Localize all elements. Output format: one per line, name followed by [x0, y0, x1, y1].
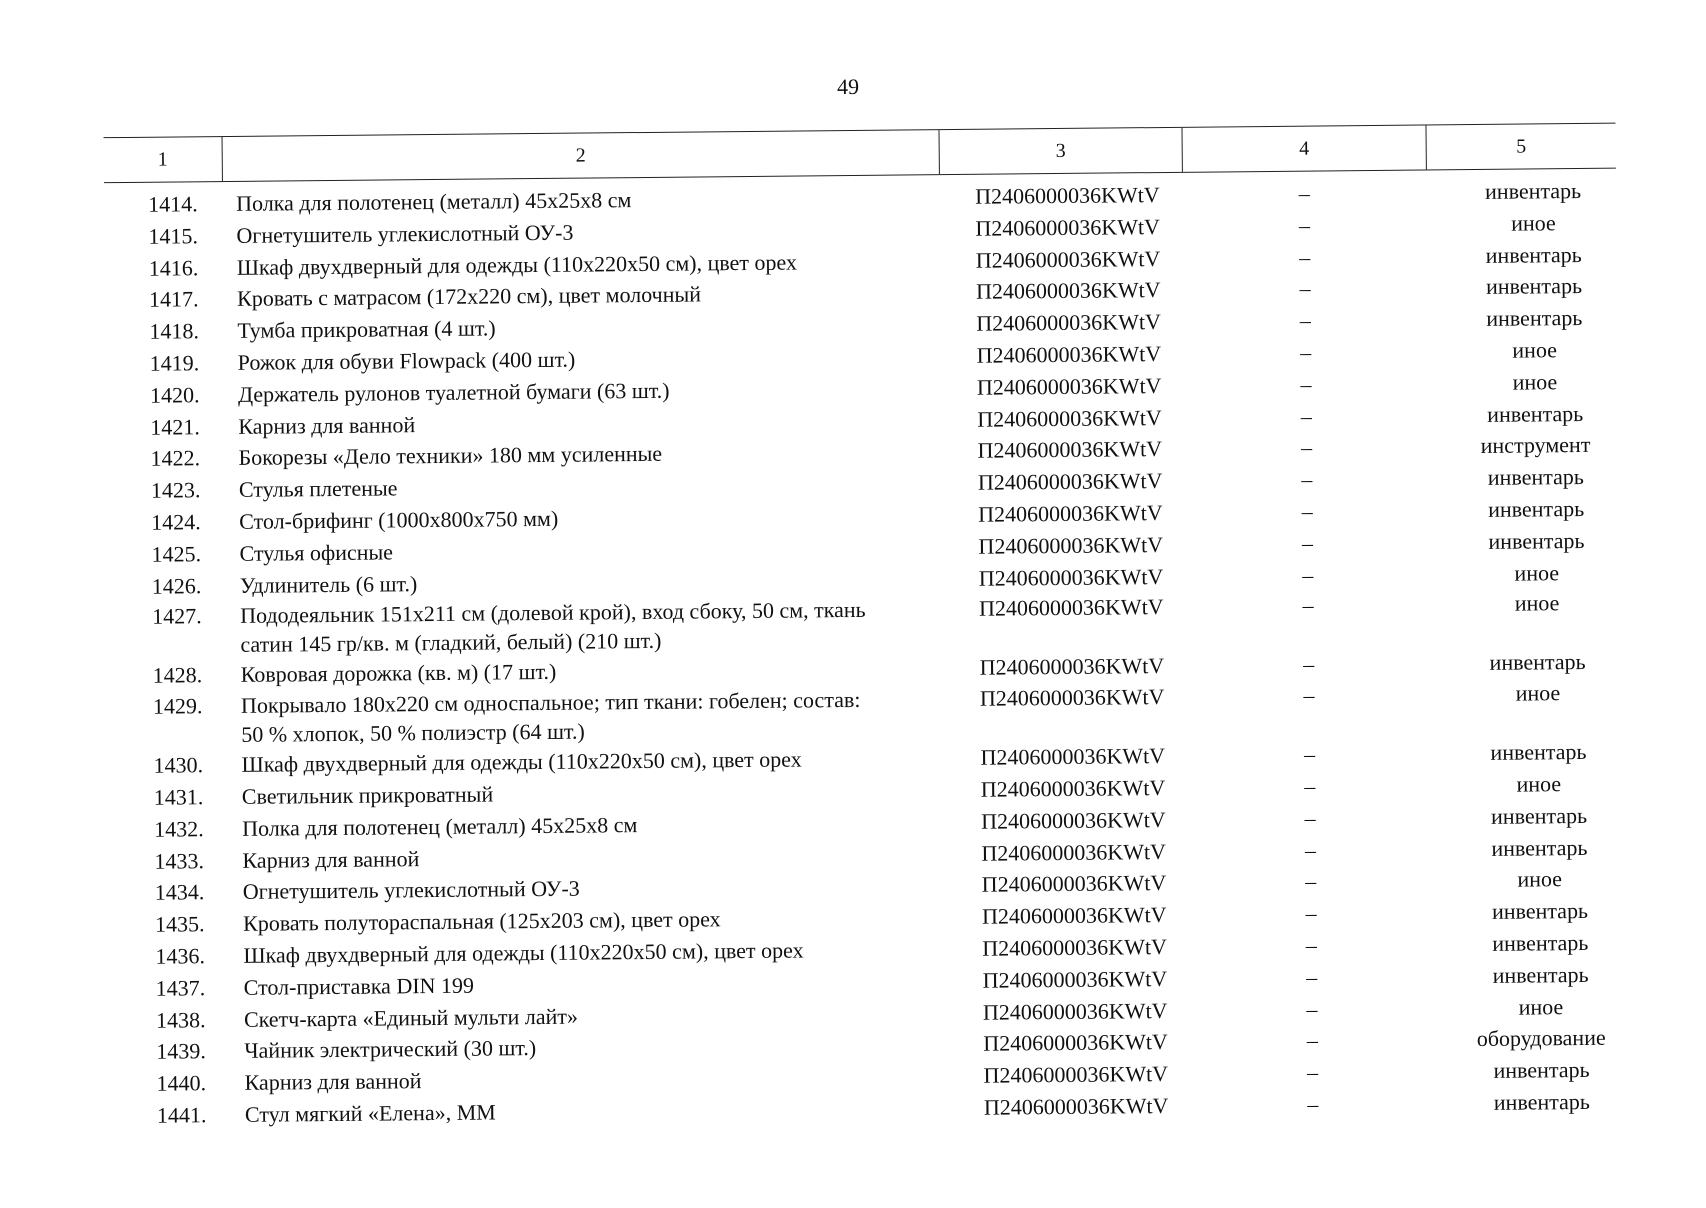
item-code: П2406000036KWtV [980, 743, 1166, 770]
row-number: 1418. [149, 318, 200, 344]
item-name: Полка для полотенец (металл) 45х25х8 см [236, 187, 632, 216]
item-category: инвентарь [1490, 802, 1588, 829]
item-category: инвентарь [1493, 1057, 1590, 1083]
item-name: Карниз для ванной [242, 845, 420, 873]
item-code: П2406000036KWtV [977, 436, 1163, 464]
column-4-value: – [1300, 434, 1313, 461]
row-number: 1437. [155, 974, 206, 1001]
item-category: инвентарь [1487, 400, 1584, 427]
item-code: П2406000036KWtV [979, 684, 1165, 711]
item-code: П2406000036KWtV [981, 838, 1167, 866]
column-4-value: – [1299, 244, 1311, 270]
item-name: Кровать с матрасом (172х220 см), цвет молочный [236, 281, 702, 312]
item-name: Стол-брифинг (1000х800х750 мм) [239, 505, 559, 534]
item-code: П2406000036KWtV [978, 499, 1163, 527]
item-name: Покрывало 180х220 см односпальное; тип ткани: гобелен; состав: 50 % хлопок, 50 % полиэстр (64 шт.) [240, 687, 861, 748]
item-category: инвентарь [1492, 961, 1589, 988]
row-number: 1422. [150, 445, 201, 472]
item-name: Стулья плетеные [238, 475, 398, 503]
column-4-value: – [1305, 932, 1317, 958]
item-code: П2406000036KWtV [975, 245, 1161, 273]
row-number: 1434. [154, 879, 205, 906]
item-code: П2406000036KWtV [977, 468, 1163, 495]
item-code: П2406000036KWtV [981, 870, 1167, 898]
row-number: 1416. [148, 254, 199, 281]
item-name: Кровать полутораспальная (125х203 см), цвет орех [242, 906, 721, 937]
item-name: Пододеяльник 151х211 см (долевой крой), вход сбоку, 50 см, ткань сатин 145 гр/кв. м (гладкий, белый) (210 шт.) [240, 597, 866, 658]
item-name: Шкаф двухдверный для одежды (110х220х50 см), цвет орех [243, 937, 804, 968]
item-code: П2406000036KWtV [983, 1029, 1168, 1057]
item-category: иное [1514, 559, 1560, 586]
row-number: 1431. [153, 784, 204, 810]
item-code: П2406000036KWtV [982, 933, 1168, 961]
column-4-value: – [1306, 996, 1318, 1022]
header-col-5: 5 [1425, 124, 1615, 170]
row-number: 1420. [149, 382, 200, 408]
item-name: Полка для полотенец (металл) 45х25х8 см [242, 811, 638, 841]
column-4-value: – [1300, 371, 1312, 397]
column-4-value: – [1299, 307, 1311, 333]
item-name: Стул мягкий «Елена», ММ [244, 1099, 496, 1127]
item-name: Держатель рулонов туалетной бумаги (63 шт.) [237, 377, 670, 407]
item-category: иное [1517, 866, 1563, 892]
item-code: П2406000036KWtV [976, 372, 1162, 400]
page-number: 49 [836, 73, 860, 100]
column-4-value: – [1298, 212, 1311, 238]
item-code: П2406000036KWtV [977, 404, 1162, 432]
column-4-value: – [1298, 180, 1310, 206]
table-header [104, 123, 1616, 184]
column-4-value: – [1305, 900, 1317, 926]
column-4-value: – [1299, 275, 1311, 302]
item-name: Рожок для обуви Flowpack (400 шт.) [237, 346, 576, 375]
row-number: 1429. [152, 693, 203, 719]
item-code: П2406000036KWtV [980, 774, 1166, 802]
item-code: П2406000036KWtV [976, 309, 1162, 336]
item-code: П2406000036KWtV [976, 341, 1162, 368]
item-category: иное [1512, 337, 1558, 363]
item-code: П2406000036KWtV [979, 653, 1165, 681]
row-number: 1438. [155, 1006, 206, 1033]
row-number: 1415. [148, 223, 199, 249]
item-name: Карниз для ванной [244, 1068, 422, 1095]
item-name: Стулья офисные [239, 539, 394, 566]
item-code: П2406000036KWtV [983, 1061, 1169, 1088]
column-4-value: – [1301, 466, 1313, 492]
column-4-value: – [1302, 592, 1314, 619]
row-number: 1427. [152, 603, 202, 630]
item-category: инвентарь [1488, 527, 1585, 554]
item-name: Удлинитель (6 шт.) [239, 570, 418, 598]
table-body [104, 175, 1625, 1132]
item-category: инвентарь [1491, 898, 1589, 925]
item-category: инвентарь [1486, 305, 1583, 332]
item-code: П2406000036KWtV [981, 806, 1166, 834]
item-code: П2406000036KWtV [975, 277, 1161, 305]
item-category: инвентарь [1484, 177, 1582, 204]
header-col-4: 4 [1181, 125, 1425, 171]
row-number: 1433. [154, 847, 205, 874]
item-category: иное [1514, 590, 1560, 617]
item-name: Скетч-карта «Единый мульти лайт» [243, 1003, 579, 1032]
item-code: П2406000036KWtV [982, 965, 1168, 993]
row-number: 1440. [156, 1070, 207, 1096]
row-number: 1426. [151, 572, 202, 599]
item-category: инвентарь [1488, 495, 1585, 522]
item-code: П2406000036KWtV [978, 563, 1164, 591]
item-name: Карниз для ванной [238, 411, 416, 439]
item-category: оборудование [1476, 1025, 1606, 1052]
column-4-value: – [1301, 498, 1313, 524]
row-number: 1441. [156, 1102, 207, 1128]
column-4-value: – [1303, 651, 1315, 678]
column-4-value: – [1302, 562, 1314, 588]
item-code: П2406000036KWtV [981, 902, 1167, 929]
item-category: инструмент [1480, 432, 1591, 459]
row-number: 1430. [153, 752, 204, 778]
row-number: 1436. [155, 943, 206, 969]
column-4-value: – [1305, 868, 1317, 895]
column-4-value: – [1304, 837, 1317, 863]
item-name: Светильник прикроватный [241, 781, 494, 809]
item-code: П2406000036KWtV [975, 213, 1161, 241]
column-4-value: – [1306, 1027, 1318, 1053]
item-category: иное [1510, 210, 1556, 236]
row-number: 1428. [152, 662, 203, 689]
item-category: инвентарь [1491, 834, 1588, 861]
header-col-1: 1 [157, 148, 168, 171]
row-number: 1432. [154, 815, 204, 842]
item-name: Огнетушитель углекислотный ОУ-3 [242, 875, 580, 905]
item-name: Бокорезы «Дело техники» 180 мм усиленные [238, 441, 663, 471]
row-number: 1423. [150, 477, 201, 503]
item-category: иное [1512, 369, 1558, 395]
item-category: инвентарь [1492, 929, 1589, 956]
column-4-value: – [1304, 773, 1316, 799]
item-code: П2406000036KWtV [975, 182, 1160, 209]
item-name: Огнетушитель углекислотный ОУ-3 [236, 219, 574, 248]
row-number: 1417. [148, 286, 199, 313]
item-category: иное [1516, 771, 1562, 797]
column-4-value: – [1300, 339, 1312, 365]
row-number: 1419. [149, 350, 200, 376]
item-code: П2406000036KWtV [978, 531, 1164, 559]
item-code: П2406000036KWtV [978, 594, 1164, 622]
item-name: Тумба прикроватная (4 шт.) [237, 315, 496, 344]
column-4-value: – [1304, 805, 1316, 831]
item-category: инвентарь [1487, 464, 1584, 491]
column-4-value: – [1306, 964, 1318, 990]
column-4-value: – [1303, 682, 1315, 708]
item-code: П2406000036KWtV [983, 1092, 1169, 1120]
row-number: 1435. [154, 911, 205, 937]
row-number: 1425. [151, 541, 202, 567]
row-number: 1439. [156, 1038, 206, 1065]
item-category: инвентарь [1493, 1088, 1590, 1115]
item-name: Шкаф двухдверный для одежды (110х220х50 см), цвет орех [236, 249, 798, 280]
header-col-3: 3 [938, 128, 1181, 174]
item-code: П2406000036KWtV [982, 997, 1168, 1025]
item-name: Чайник электрический (30 шт.) [244, 1035, 537, 1064]
item-category: иное [1515, 680, 1561, 706]
item-category: инвентарь [1490, 739, 1587, 766]
row-number: 1424. [151, 509, 201, 535]
column-4-value: – [1307, 1091, 1319, 1117]
column-4-value: – [1301, 530, 1314, 556]
item-category: инвентарь [1485, 241, 1582, 268]
item-category: инвентарь [1485, 273, 1583, 300]
column-4-value: – [1306, 1059, 1319, 1085]
header-col-2: 2 [222, 130, 939, 181]
item-category: иное [1518, 993, 1564, 1020]
inventory-table [104, 123, 1625, 1132]
item-name: Шкаф двухдверный для одежды (110х220х50 см), цвет орех [241, 746, 802, 778]
row-number: 1414. [148, 191, 198, 217]
column-4-value: – [1303, 741, 1316, 767]
item-category: инвентарь [1489, 649, 1586, 676]
row-number: 1421. [150, 413, 200, 440]
column-4-value: – [1300, 403, 1312, 429]
item-name: Стол-приставка DIN 199 [243, 972, 475, 1000]
item-name: Ковровая дорожка (кв. м) (17 шт.) [240, 659, 557, 688]
